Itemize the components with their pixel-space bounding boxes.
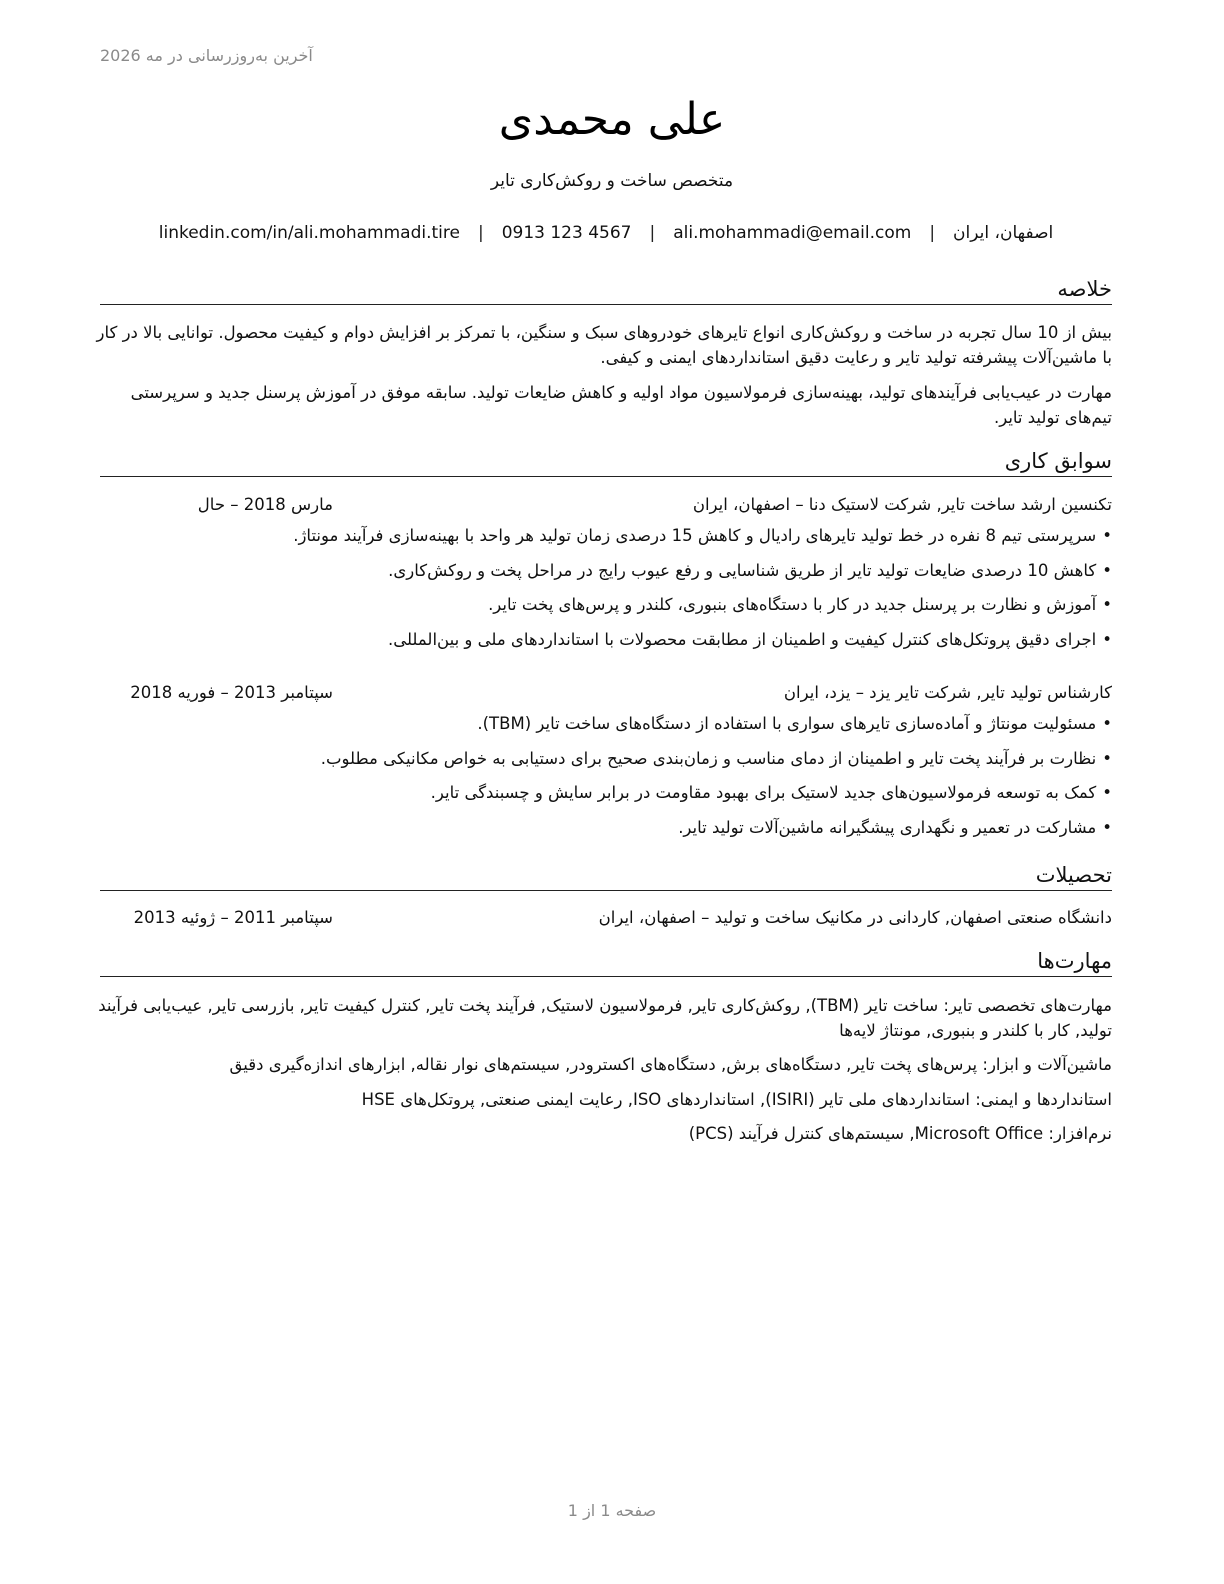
job-dates: مارس 2018 – حال	[197, 495, 333, 514]
summary-paragraph: بیش از 10 سال تجربه در ساخت و روکش‌کاری انواع تایرهای خودروهای سبک و سنگین، با تمرکز بر افزایش دوام و کیفیت محصول. توانایی بالا در کار با ماشین‌آلات پیشرفته تولید تایر و رعایت دقیق استانداردهای ایمنی و کیفی.	[96, 323, 1112, 367]
experience-heading: سوابق کاری	[100, 447, 1112, 477]
list-item: •سرپرستی تیم 8 نفره در خط تولید تایرهای رادیال و کاهش 15 درصدی زمان تولید هر واحد با بهینه‌سازی فرآیند مونتاژ.	[293, 526, 1112, 545]
job-header	[100, 681, 1112, 705]
list-item: •کاهش 10 درصدی ضایعات تولید تایر از طریق شناسایی و رفع عیوب رایج در مراحل پخت و روکش‌کاری.	[388, 560, 1112, 580]
education-entry	[100, 906, 1112, 930]
job-header	[100, 493, 1112, 517]
summary-heading: خلاصه	[100, 275, 1112, 305]
contact-separator: |	[649, 223, 656, 243]
contact-line	[100, 223, 1112, 243]
education-title: دانشگاه صنعتی اصفهان, کاردانی در مکانیک ساخت و تولید – اصفهان، ایران	[598, 908, 1112, 927]
list-item: •اجرای دقیق پروتکل‌های کنترل کیفیت و اطمینان از مطابقت محصولات با استانداردهای ملی و بین‌المللی.	[387, 629, 1112, 649]
job-subtitle: متخصص ساخت و روکش‌کاری تایر	[490, 171, 734, 191]
contact-phone[interactable]: 0913 123 4567	[501, 223, 632, 243]
job-bullets	[100, 712, 1112, 850]
skill-line: ماشین‌آلات و ابزار: پرس‌های پخت تایر, دستگاه‌های برش, دستگاه‌های اکسترودر, سیستم‌های نوار نقاله, ابزارهای اندازه‌گیری دقیق	[229, 1055, 1112, 1074]
contact-email[interactable]: ali.mohammadi@email.com	[673, 223, 912, 243]
contact-separator: |	[477, 223, 484, 243]
education-dates: سپتامبر 2011 – ژوئیه 2013	[133, 908, 333, 927]
education-heading: تحصیلات	[100, 861, 1112, 891]
list-item: •کمک به توسعه فرمولاسیون‌های جدید لاستیک برای بهبود مقاومت در برابر سایش و چسبندگی تایر.	[430, 783, 1112, 802]
list-item: •مسئولیت مونتاژ و آماده‌سازی تایرهای سواری با استفاده از دستگاه‌های ساخت تایر (TBM).	[477, 714, 1112, 733]
skill-line: مهارت‌های تخصصی تایر: ساخت تایر (TBM), روکش‌کاری تایر, فرمولاسیون لاستیک, فرآیند پخت تایر, کنترل کیفیت تایر, بازرسی تایر, عیب‌یابی فرآیند تولید, کار با کلندر و بنبوری, مونتاژ لایه‌ها	[98, 996, 1112, 1040]
contact-separator: |	[929, 223, 936, 243]
job-dates: سپتامبر 2013 – فوریه 2018	[130, 683, 333, 702]
job-title: کارشناس تولید تایر, شرکت تایر یزد – یزد، ایران	[783, 683, 1112, 702]
job-bullets	[100, 524, 1112, 662]
contact-linkedin[interactable]: linkedin.com/in/ali.mohammadi.tire	[158, 223, 460, 243]
job-title: تکنسین ارشد ساخت تایر, شرکت لاستیک دنا – اصفهان، ایران	[692, 495, 1112, 514]
skills-heading: مهارت‌ها	[100, 947, 1112, 977]
list-item: •نظارت بر فرآیند پخت تایر و اطمینان از دمای مناسب و زمان‌بندی صحیح برای دستیابی به خواص مکانیکی مطلوب.	[320, 748, 1112, 768]
skill-line: نرم‌افزار: Microsoft Office, سیستم‌های کنترل فرآیند (PCS)	[688, 1124, 1112, 1143]
person-name: علی محمدی	[498, 94, 726, 145]
contact-location: اصفهان، ایران	[953, 223, 1054, 243]
list-item: •مشارکت در تعمیر و نگهداری پیشگیرانه ماشین‌آلات تولید تایر.	[678, 817, 1112, 837]
summary-paragraph: مهارت در عیب‌یابی فرآیندهای تولید، بهینه‌سازی فرمولاسیون مواد اولیه و کاهش ضایعات تولید. سابقه موفق در آموزش پرسنل جدید و سرپرستی تیم‌های تولید تایر.	[130, 383, 1112, 427]
list-item: •آموزش و نظارت بر پرسنل جدید در کار با دستگاه‌های بنبوری، کلندر و پرس‌های پخت تایر.	[488, 595, 1112, 614]
skill-line: استانداردها و ایمنی: استانداردهای ملی تایر (ISIRI), استانداردهای ISO, رعایت ایمنی صنعتی, پروتکل‌های HSE	[361, 1090, 1112, 1109]
page-number: صفحه 1 از 1	[567, 1501, 657, 1520]
last-updated-text: آخرین به‌روزرسانی در مه 2026	[100, 46, 313, 65]
